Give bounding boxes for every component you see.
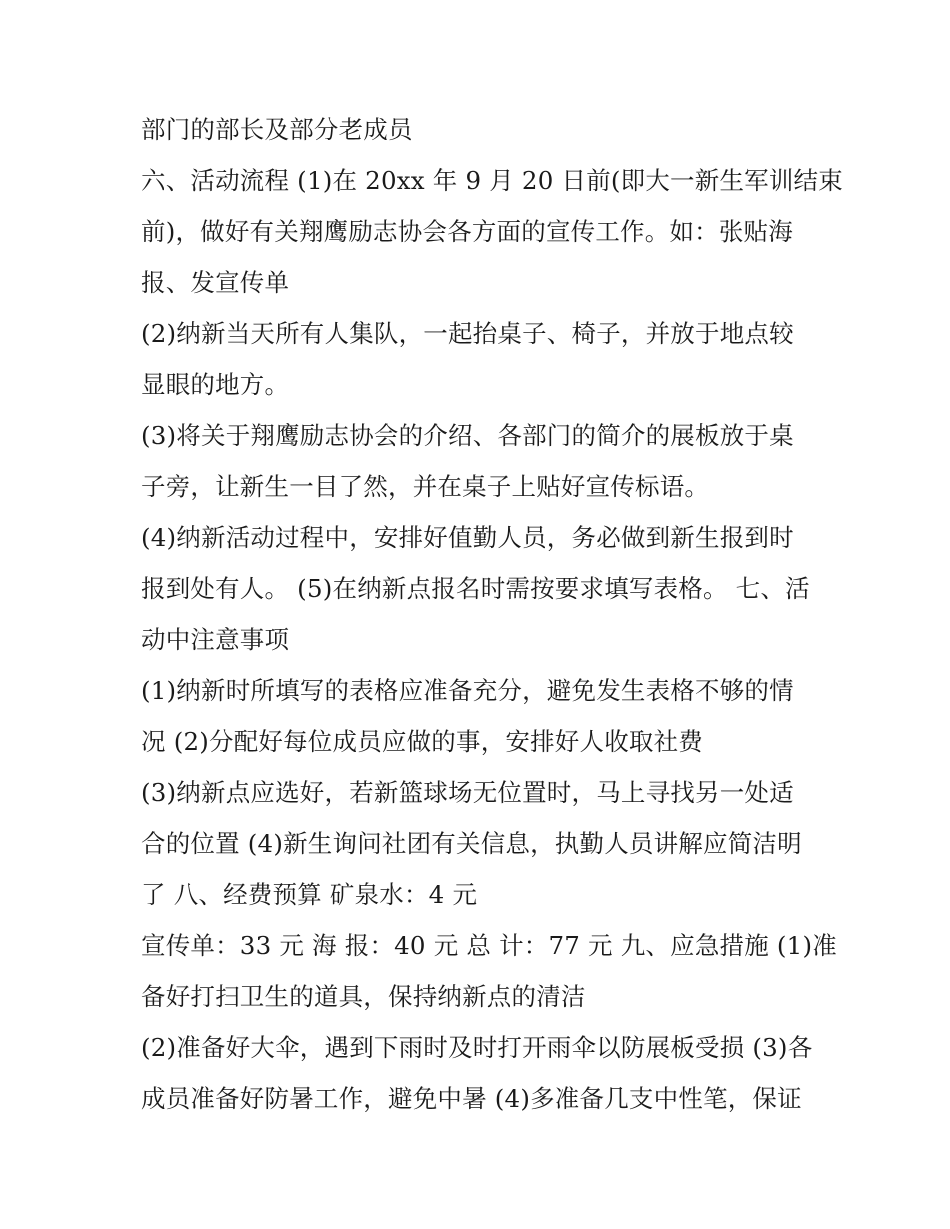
text-line: 报、发宣传单 — [141, 268, 290, 297]
text-line: (2)准备好大伞，遇到下雨时及时打开雨伞以防展板受损 (3)各 — [141, 1033, 813, 1062]
text-line: 宣传单：33 元 海 报：40 元 总 计：77 元 九、应急措施 (1)准 — [141, 931, 837, 960]
text-line: 了 八、经费预算 矿泉水：4 元 — [141, 880, 478, 909]
text-line: 况 (2)分配好每位成员应做的事，安排好人收取社费 — [141, 727, 703, 756]
text-line: 前)，做好有关翔鹰励志协会各方面的宣传工作。如：张贴海 — [141, 217, 793, 246]
text-line: (4)纳新活动过程中，安排好值勤人员，务必做到新生报到时 — [141, 523, 794, 552]
text-line: 报到处有人。 (5)在纳新点报名时需按要求填写表格。 七、活 — [141, 574, 810, 603]
document-body — [141, 104, 843, 1124]
text-line: 成员准备好防暑工作，避免中暑 (4)多准备几支中性笔，保证 — [141, 1084, 802, 1113]
text-line: (2)纳新当天所有人集队，一起抬桌子、椅子，并放于地点较 — [141, 319, 794, 348]
text-line: 部门的部长及部分老成员 — [141, 115, 413, 144]
text-line: 合的位置 (4)新生询问社团有关信息，执勤人员讲解应简洁明 — [141, 829, 802, 858]
text-line: 动中注意事项 — [141, 625, 290, 654]
text-line: (1)纳新时所填写的表格应准备充分，避免发生表格不够的情 — [141, 676, 794, 705]
text-line: (3)纳新点应选好，若新篮球场无位置时，马上寻找另一处适 — [141, 778, 794, 807]
text-line: 子旁，让新生一目了然，并在桌子上贴好宣传标语。 — [141, 472, 710, 501]
text-line: (3)将关于翔鹰励志协会的介绍、各部门的简介的展板放于桌 — [141, 421, 794, 450]
text-line: 备好打扫卫生的道具，保持纳新点的清洁 — [141, 982, 586, 1011]
text-line: 六、活动流程 (1)在 20xx 年 9 月 20 日前(即大一新生军训结束 — [141, 166, 843, 195]
text-line: 显眼的地方。 — [141, 370, 290, 399]
